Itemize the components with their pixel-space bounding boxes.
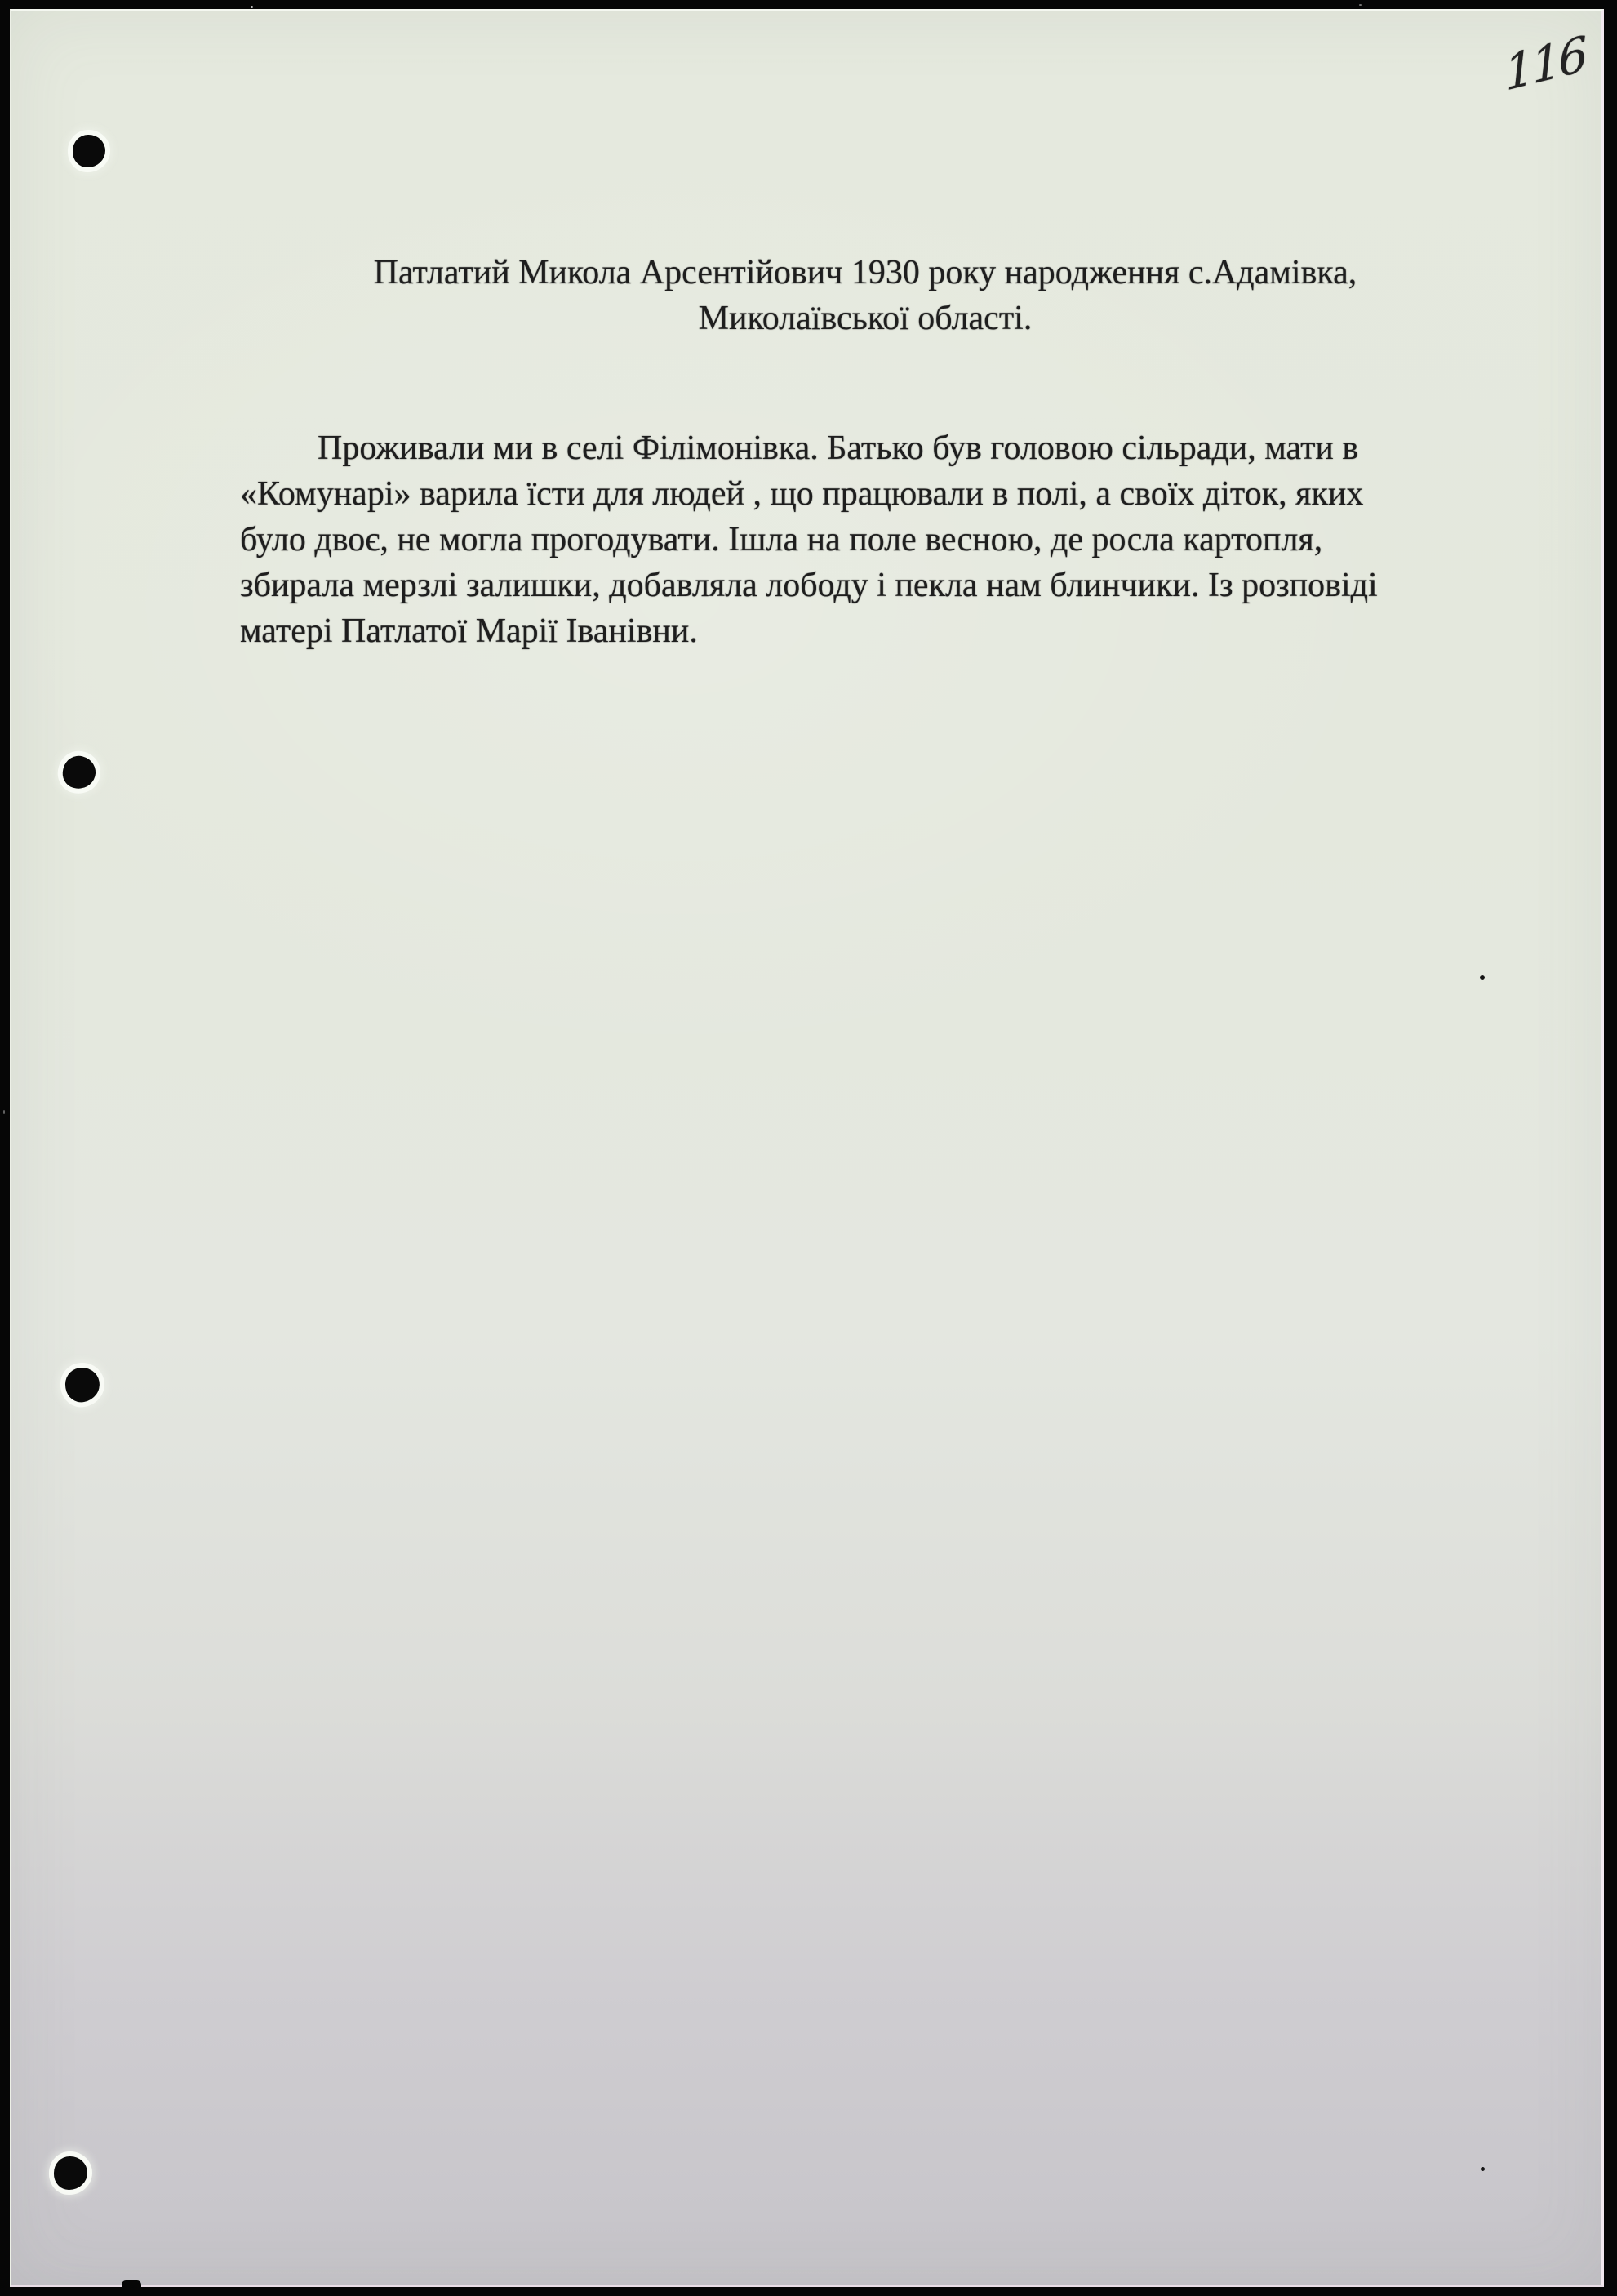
document-page — [10, 9, 1604, 2287]
document-title — [327, 250, 1404, 341]
title-line: Патлатий Микола Арсентійович 1930 року народження с.Адамівка, — [373, 254, 1357, 291]
paper-edge-notch — [122, 2280, 141, 2287]
paragraph-line: було двоє, не могла прогодувати. Ішла на поле весною, де росла картопля, — [240, 521, 1323, 558]
paragraph-line: Проживали ми в селі Філімонівка. Батько був головою сільради, мати в — [318, 429, 1359, 467]
hole-punch-icon — [73, 135, 105, 167]
dust-speck — [1359, 4, 1362, 6]
handwritten-page-number: 116 — [1503, 25, 1588, 102]
paper-speck — [1481, 2167, 1485, 2171]
hole-punch-icon — [60, 753, 100, 793]
paragraph-line: матері Патлатої Марії Іванівни. — [240, 612, 698, 650]
hole-punch-icon — [63, 1365, 103, 1405]
paragraph-line: «Комунарі» варила їсти для людей , що працювали в полі, а своїх діток, яких — [240, 475, 1364, 513]
title-line: Миколаївської області. — [698, 300, 1033, 337]
paragraph-line: збирала мерзлі залишки, добавляла лободу і пекла нам блинчики. Із розповіді — [240, 567, 1378, 604]
dust-speck — [251, 6, 253, 8]
document-paragraph — [240, 425, 1513, 654]
hole-punch-icon — [54, 2156, 87, 2190]
dust-speck — [3, 1110, 5, 1114]
paper-speck — [1480, 975, 1485, 980]
